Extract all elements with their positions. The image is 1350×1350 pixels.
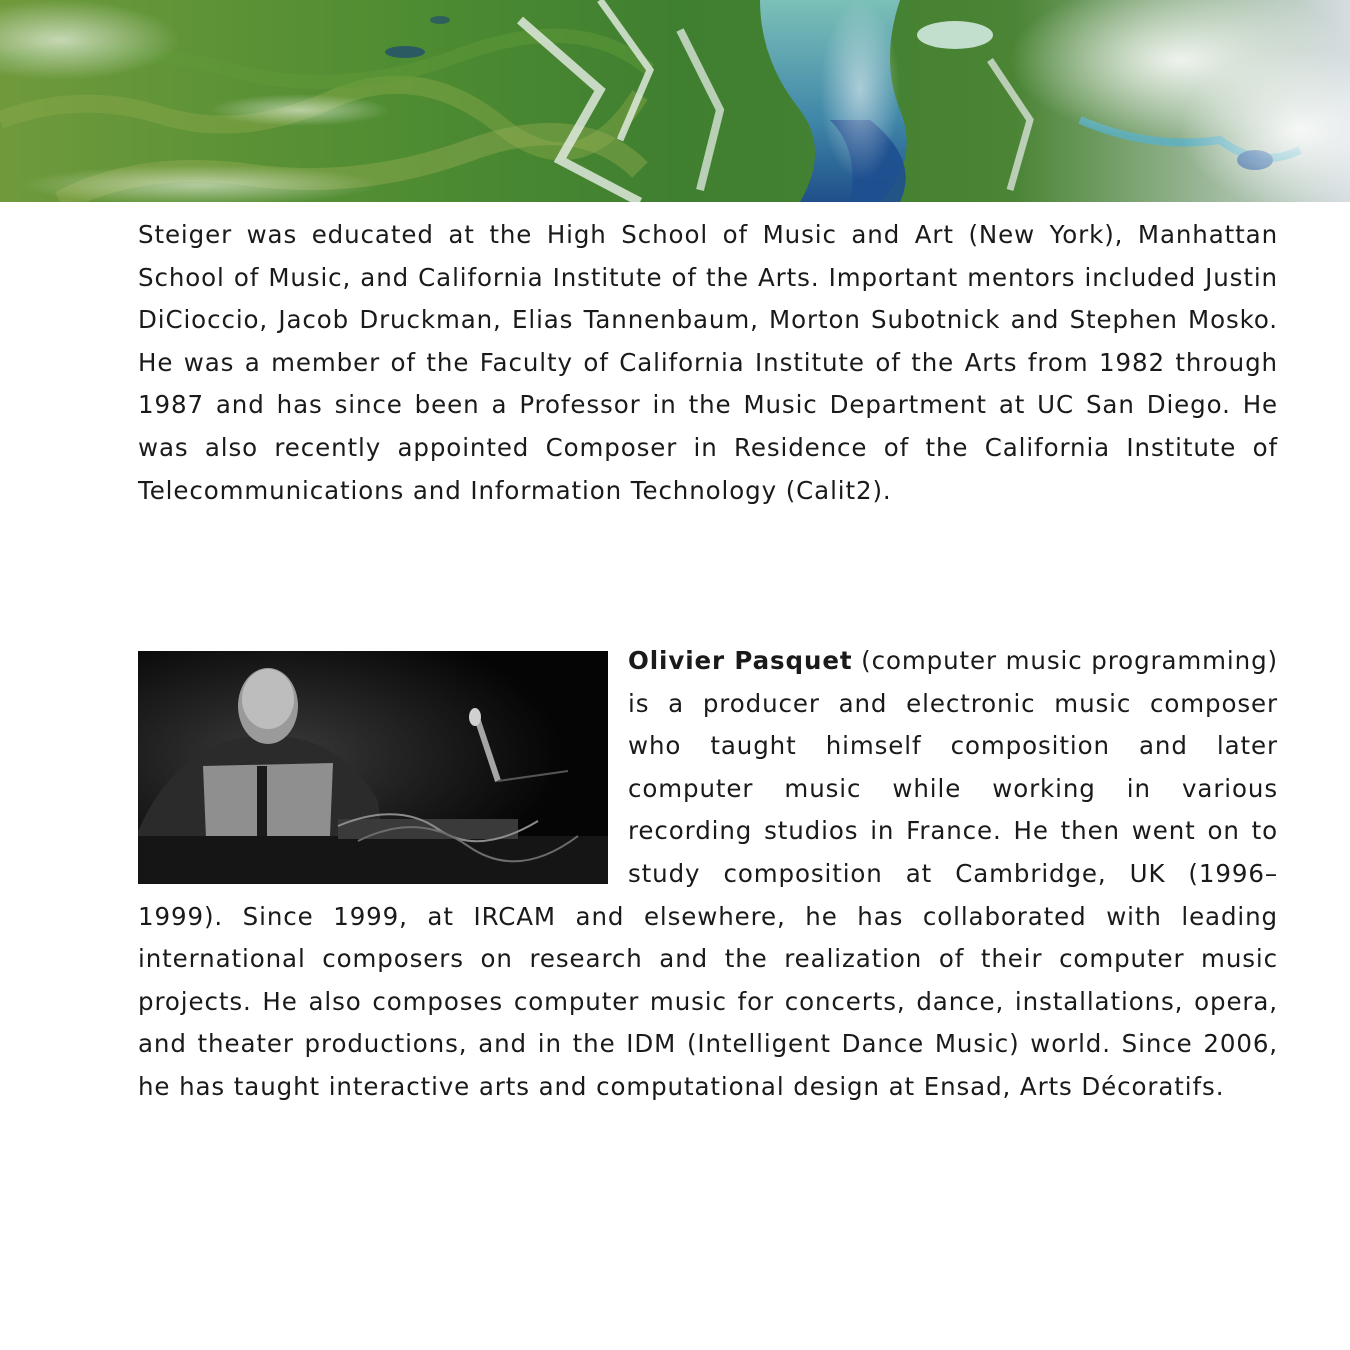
satellite-banner-image — [0, 0, 1350, 202]
pasquet-performance-photo — [138, 651, 608, 884]
pasquet-bio-text: (computer music programming) is a producer and electronic music composer who taught himself composition and later computer music while working in various recording studios in France. He then went on to study composition at Cambridge, UK (1996–1999). Since 1999, at IRCAM and elsewhere, he has collaborated with leading international composers on research and the realization of their computer music projects. He also composes computer music for concerts, dance, installations, opera, and theater productions, and in the IDM (Intelligent Dance Music) world. Since 2006, he has taught interactive arts and computational design at Ensad, Arts Décoratifs. — [138, 646, 1278, 1101]
performer-name: Olivier Pasquet — [628, 646, 853, 675]
satellite-landscape-illustration — [0, 0, 1350, 202]
performer-at-laptop-illustration — [138, 651, 608, 884]
pasquet-bio-section — [138, 640, 1278, 1109]
steiger-bio-paragraph: Steiger was educated at the High School of Music and Art (New York), Manhattan School of Music, and California Institute of the Arts. Important mentors included Justin DiCioccio, Jacob Druckman, Elias Tannenbaum, Morton Subotnick and Stephen Mosko. He was a member of the Faculty of California Institute of the Arts from 1982 through 1987 and has since been a Professor in the Music Department at UC San Diego. He was also recently appointed Composer in Residence of the California Institute of Telecommunications and Information Technology (Calit2). — [138, 220, 1278, 505]
